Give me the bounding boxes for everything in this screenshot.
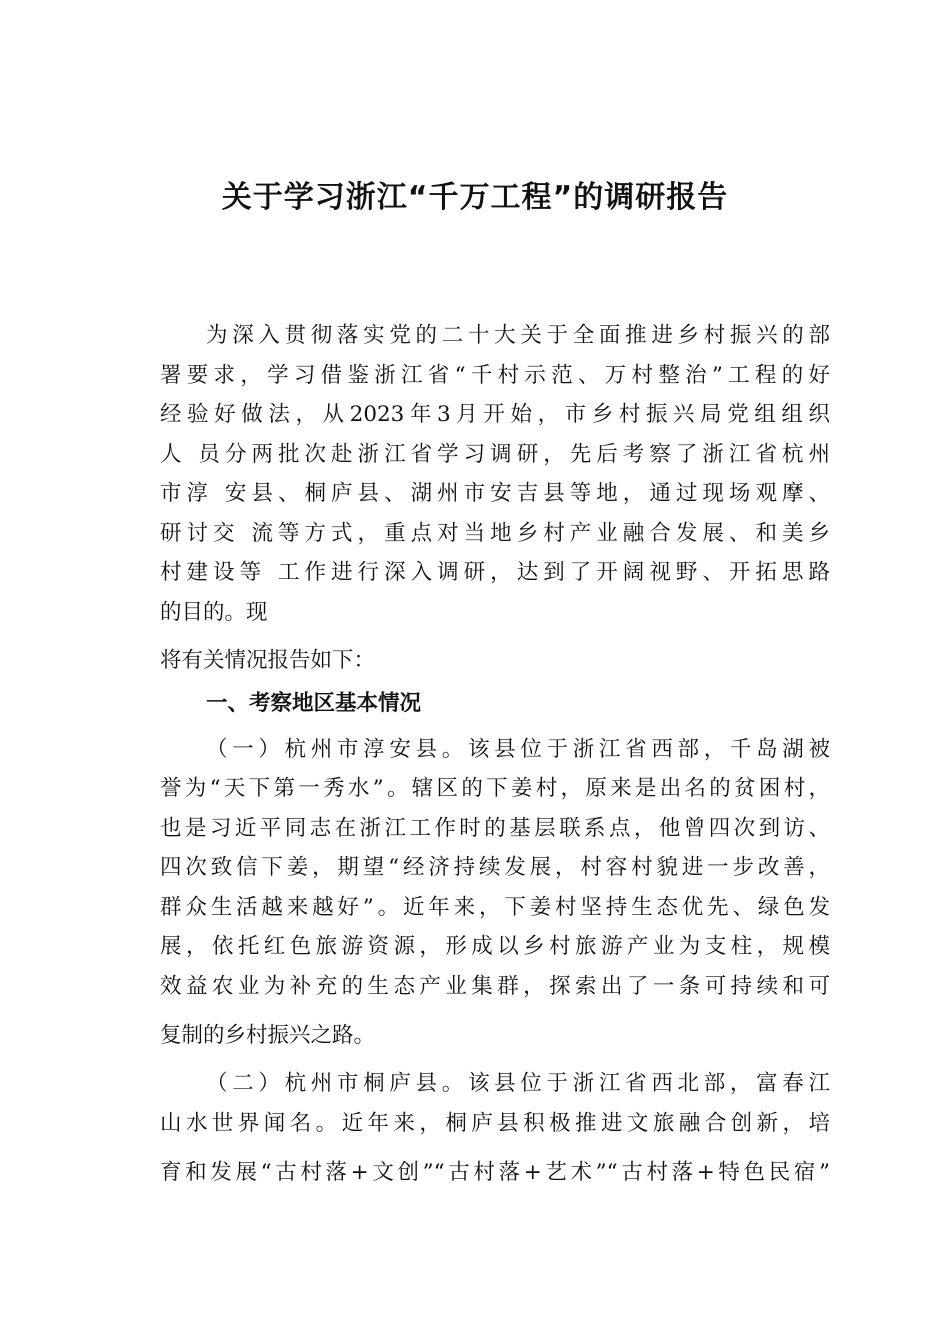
intro-line-1: 为深入贯彻落实党的二十大关于全面推进乡村振兴的部 [206, 323, 830, 348]
sub2-line-2: 山水世界闻名。近年来，桐庐县积极推进文旅融合创新，培 [160, 1111, 830, 1136]
intro-line-9: 将有关情况报告如下： [160, 648, 376, 673]
intro-line-7: 村建设等 工作进行深入调研，达到了开阔视野、开拓思路 [160, 560, 830, 585]
intro-line-4: 人 员分两批次赴浙江省学习调研，先后考察了浙江省杭州 [160, 442, 830, 467]
section-heading-1: 一、考察地区基本情况 [206, 691, 422, 716]
sub1-line-5: 群众生活越来越好”。近年来，下姜村坚持生态优先、绿色发 [160, 895, 830, 920]
document-title: 关于学习浙江“千万工程”的调研报告 [221, 180, 729, 215]
sub1-line-3: 也是习近平同志在浙江工作时的基层联系点，他曾四次到访、 [160, 816, 830, 841]
sub2-line-1: （二）杭州市桐庐县。该县位于浙江省西北部，富春江 [206, 1071, 830, 1096]
sub1-line-2: 誉为“天下第一秀水”。辖区的下姜村，原来是出名的贫困村， [160, 776, 830, 801]
sub1-line-7: 效益农业为补充的生态产业集群，探索出了一条可持续和可 [160, 974, 830, 999]
sub1-line-1: （一）杭州市淳安县。该县位于浙江省西部，千岛湖被 [206, 737, 830, 762]
sub1-line-8: 复制的乡村振兴之路。 [160, 1023, 376, 1048]
intro-line-5: 市淳 安县、桐庐县、湖州市安吉县等地，通过现场观摩、 [160, 481, 830, 506]
sub1-line-6: 展，依托红色旅游资源，形成以乡村旅游产业为支柱，规模 [160, 934, 830, 959]
intro-line-6: 研讨交 流等方式，重点对当地乡村产业融合发展、和美乡 [160, 521, 830, 546]
sub1-line-4: 四次致信下姜，期望“经济持续发展，村容村貌进一步改善， [160, 855, 830, 880]
intro-line-2: 署要求，学习借鉴浙江省“千村示范、万村整治”工程的好 [160, 363, 830, 388]
intro-line-3: 经验好做法，从2023年3月开始，市乡村振兴局党组组织 [160, 402, 830, 427]
intro-line-8: 的目的。现 [160, 600, 268, 625]
sub2-line-3: 育和发展“古村落+文创”“古村落+艺术”“古村落+特色民宿” [160, 1160, 830, 1185]
